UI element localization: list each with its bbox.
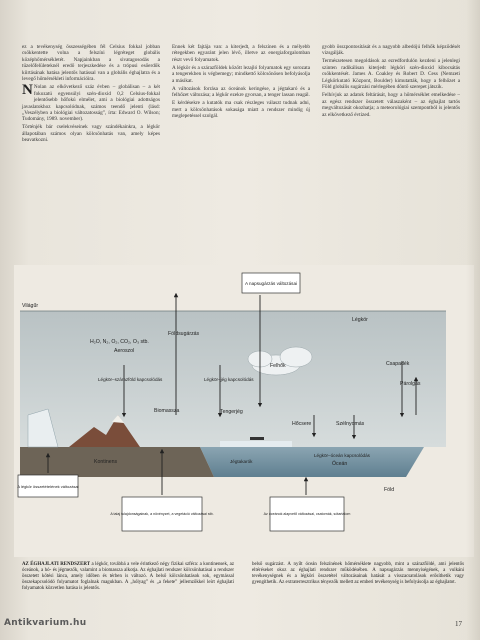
label-land-atm: Légkör–szárazföld kapcsolódás — [98, 377, 163, 382]
label-biomass: Biomassza — [154, 408, 180, 414]
label-heat: Hőcsere — [292, 421, 312, 427]
label-gases: H₂O, N₂, O₂, CO₂, O₃ stb. — [90, 339, 149, 345]
label-evaporation: Párolgás — [400, 381, 421, 387]
paragraph: E kérdésekre a kutatók ma csak részleges választ tudnak adni, mert a kölcsönhatások sokasága miatt a rendszer mindig új meglepetéssel szolgál. — [172, 100, 310, 120]
label-precipitation: Csapadék — [386, 361, 410, 367]
label-ocean: Óceán — [332, 461, 348, 467]
caption-text: a légkör, továbbá a vele érintkező négy fizikai szféra: a kontinensek, az óceánok, a hó- és jégmezők, valamint a biomassza alkotja. Az éghajlati rendszer kölcsönhatásai a rendszer összetett kötési lánca, amely időben és térben is változó. A belső kölcsönhatások sok, egymással összekapcsolódó folyamatot foglalnak magukban. A „hólyag” és „a fekete” jellemzőkkel leírt éghajlati folyamatok közvetlen hatása is jelentős. — [22, 562, 234, 591]
paragraph: A légkör és a szárazföldek között lezajló folyamatok egy sorozata a tengerekben is végbemegy; mindkettő kölcsönösen befolyásolja a másikat. — [172, 64, 310, 84]
label-atmosphere: Légkör — [352, 317, 368, 323]
svg-text:A napsugárzás változásai: A napsugárzás változásai — [244, 281, 298, 286]
caption-text-right: belső sugárzást. A nyílt óceán felszínének hőmérséklete nagyobb, mint a szárazföldé, ami jelentős eltéréseket okoz az éghajlati rendszer működésében. A napsugárzás mennyiségének, a vulkáni tevékenységnek és a légköri összetétel változásainak hatását a visszacsatolások erősíthetik vagy gyengíthetik. Az extraterresztrikus tényezők mellett az emberi tevékenység is befolyásolja az éghajlatot. — [252, 562, 464, 585]
box-solar-change — [242, 273, 300, 293]
watermark: Antikvarium.hu — [4, 618, 87, 628]
text-column-3 — [322, 44, 460, 119]
text-column-2 — [172, 44, 310, 121]
climate-system-diagram — [14, 265, 474, 557]
figure-caption-left — [22, 562, 234, 592]
dropcap-letter: N — [22, 82, 33, 99]
sea-ice-strip — [220, 441, 292, 447]
label-earth-radiation: Földsugárzás — [168, 331, 200, 337]
paragraph: A változások forrása az óceánok keringése, a jégtakaró és a felhőzet változása; a légkör ezekre gyorsan, a tenger lassan reagál. — [172, 85, 310, 99]
paragraph: Történjék bár cselekvéseinek vagy szándékainkra, a légkör állapotában számos olyan kölcsönhatás van, amely képes beavatkozni. — [22, 124, 160, 144]
text-column-1 — [22, 44, 160, 145]
label-aerosol: Aeroszol — [114, 348, 135, 354]
page-edge-shadow — [466, 0, 480, 640]
paragraph: gyobb összpontosítását és a nagyobb albedójú felhők képződését vizsgálják. — [322, 44, 460, 57]
svg-text:Az óceánok alapvető változásai: Az óceánok alapvető változásai, csatornák, sótartalom — [263, 512, 351, 516]
svg-text:A légkör összetételének változ: A légkör összetételének változásai — [17, 484, 79, 489]
label-earth: Föld — [384, 487, 395, 493]
box-land-change — [17, 475, 78, 497]
svg-text:A talaj tulajdonságainak, a nö: A talaj tulajdonságainak, a növényzet, a vegetáció változásai stb. — [110, 512, 214, 516]
label-ice-atm: Légkör–jég kapcsolódás — [204, 377, 254, 382]
label-wind: Szélnyomás — [336, 421, 365, 427]
label-continent: Kontinens — [94, 459, 118, 465]
caption-lead: AZ ÉGHAJLATI RENDSZERT — [22, 562, 90, 567]
box-ocean-change — [264, 497, 351, 531]
label-sea-ice: Tengerjég — [220, 409, 243, 415]
paragraph: ez a tevékenység összességében fél Celsius fokkal jobban csökkentette volna a felszíni légréteget globális középhőmérsékletét. Napjainkban a sivatagosodás a tüzelőfelületeknél eredő terjeszkedése és a trópusi esőerdők kiirtásának hatása jelentős hatással van a globális éghajlatra és a levegő hőmérsékleti információira. — [22, 44, 160, 83]
page-number: 17 — [455, 620, 462, 628]
paragraph: Természetesen megoldások az ezredfordulón kezdeni a jelenlegi szinten radikálisan kiterjedt légköri szén-dioxid kibocsátás csökkentését. James A. Coakley és Robert D. Cess (Nemzeti Légkörkutató Központ, Boulder) kimutatták, hogy a felhőzet a Föld globális sugárzási mérlegében döntő szerepet játszik. — [322, 58, 460, 91]
box-human-change — [110, 497, 213, 531]
paragraph: Ennek két fajtája van: a kiterjedt, a felszínen és a mélyebb rétegekben egyaránt jelen lévő, illetve az energiaforgalomban részt vevő folyamatok. — [172, 44, 310, 63]
paragraph-dropcap: N Nolan az elkövetkező száz évben – globálisan – a két fokozatú egyensúlyi szén-dioxid 0,2 Celsius-fokkal jelentősebb hőfokú elmélet, ami a biológiai adottságos javaslatokhoz kapcsolódnak, számos teendő jelenti (lásd: „Veszélyben a biológiai változatosság”, írta: Edward O. Wilson; Tudomány, 1989. november). — [22, 82, 160, 123]
label-clouds: Felhők — [270, 363, 286, 369]
label-ice-sheets: Jégtakarók — [230, 459, 253, 464]
label-atm-ocean: Légkör–óceán kapcsolódás — [314, 453, 370, 458]
paragraph: Felhívjuk az adatok feltárását, hogy a hőmérséklet emelkedése – az egész rendszer összetett válaszaként – az éghajlat tartós megváltozását okozhatja; a meteorológiai szempontból is jelentős az elkövetkező évtized. — [322, 92, 460, 118]
figure-caption-right — [252, 562, 464, 586]
ship-icon — [250, 437, 264, 440]
label-space: Világűr — [22, 303, 39, 309]
